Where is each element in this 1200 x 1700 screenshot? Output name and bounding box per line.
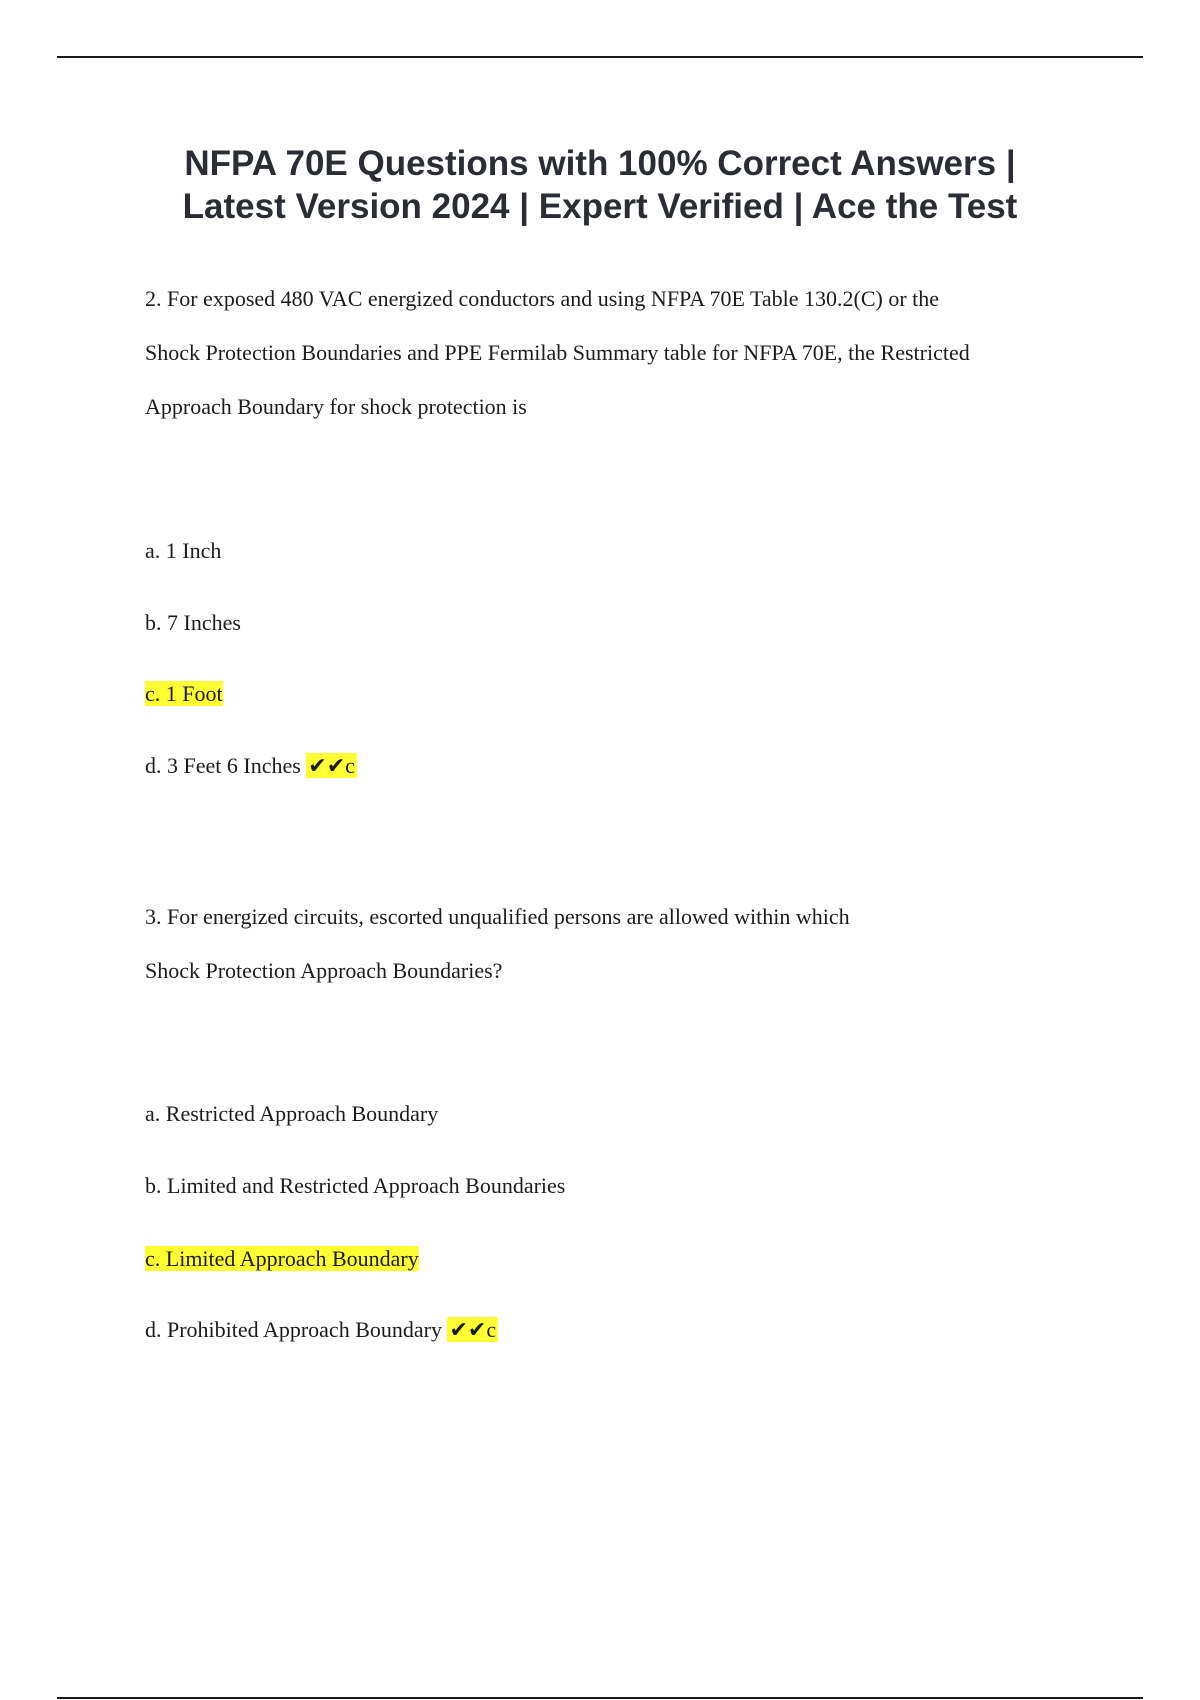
page-title <box>0 142 1200 228</box>
question-3-option-b: b. Limited and Restricted Approach Boundaries <box>145 1173 566 1198</box>
answer-check-mark: ✔✔c <box>449 1317 497 1342</box>
highlighted-answer: c. 1 Foot <box>145 681 223 706</box>
option-text: d. 3 Feet 6 Inches <box>145 753 301 778</box>
answer-check-mark: ✔✔c <box>308 753 355 778</box>
question-2-option-b: b. 7 Inches <box>145 610 241 635</box>
question-2-option-d <box>145 752 357 780</box>
question-3-option-d <box>145 1316 498 1344</box>
question-3-option-c <box>145 1245 419 1273</box>
question-3-line-1: 3. For energized circuits, escorted unqualified persons are allowed within which <box>145 904 850 929</box>
question-2-option-a: a. 1 Inch <box>145 538 222 563</box>
question-2-line-2: Shock Protection Boundaries and PPE Fermilab Summary table for NFPA 70E, the Restricted <box>145 340 970 365</box>
question-2-option-c <box>145 680 223 708</box>
bottom-rule <box>57 1697 1143 1699</box>
option-text: d. Prohibited Approach Boundary <box>145 1317 442 1342</box>
top-rule <box>57 56 1143 58</box>
highlighted-answer: c. Limited Approach Boundary <box>145 1246 419 1271</box>
title-line-2: Latest Version 2024 | Expert Verified | Ace the Test <box>182 187 1018 226</box>
question-2-line-3: Approach Boundary for shock protection is <box>145 394 527 419</box>
title-line-1: NFPA 70E Questions with 100% Correct Answers | <box>184 144 1016 183</box>
question-3-option-a: a. Restricted Approach Boundary <box>145 1101 439 1126</box>
question-2-line-1: 2. For exposed 480 VAC energized conductors and using NFPA 70E Table 130.2(C) or the <box>145 286 940 311</box>
question-3-line-2: Shock Protection Approach Boundaries? <box>145 958 503 983</box>
